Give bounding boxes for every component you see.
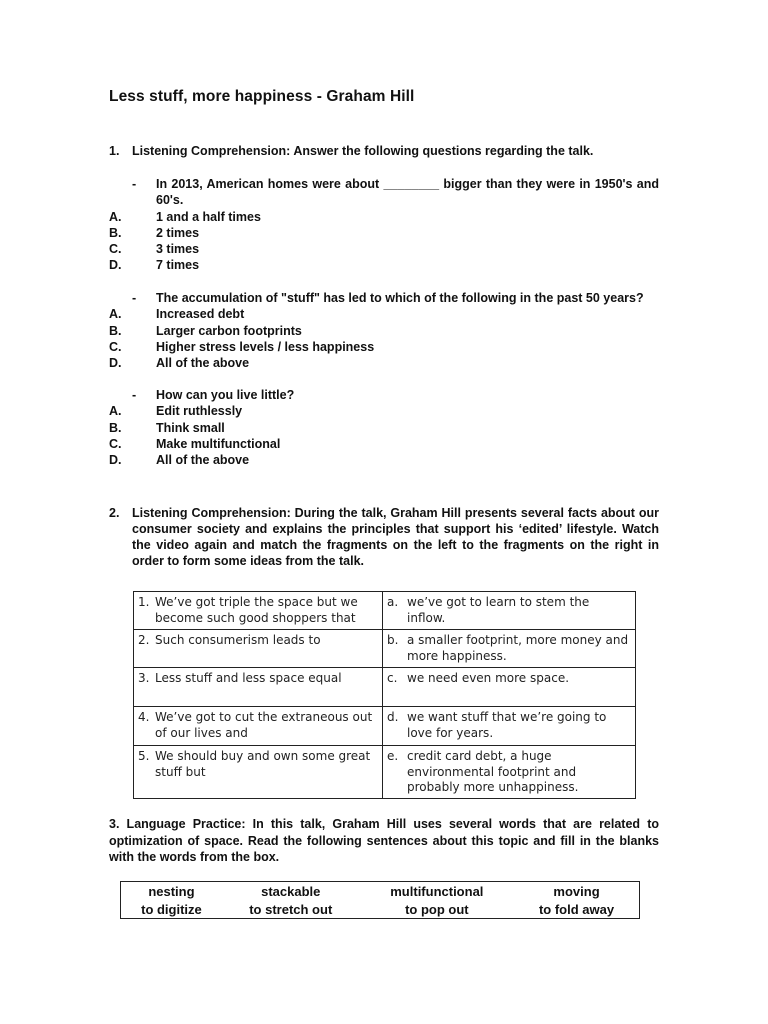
option xyxy=(109,436,659,452)
section-2-heading xyxy=(109,505,659,569)
right-fragment: we’ve got to learn to stem the inflow. xyxy=(407,595,590,625)
left-fragment: We should buy and own some great stuff but xyxy=(155,749,371,779)
option-text: 3 times xyxy=(156,242,200,257)
word-box xyxy=(120,881,640,919)
option-text: 2 times xyxy=(156,225,200,240)
table-row xyxy=(134,746,636,799)
option-letter: D. xyxy=(109,356,122,371)
section-3-text: 3. Language Practice: In this talk, Graham Hill uses several words that are related to optimization of space. Read the following sentences about this topic and fill in the blanks with the words from the box. xyxy=(109,817,659,864)
section-heading: Listening Comprehension: Answer the following questions regarding the talk. xyxy=(132,144,594,158)
option-text: Larger carbon footprints xyxy=(156,323,302,338)
option-letter: B. xyxy=(109,323,122,338)
word: nesting xyxy=(148,884,195,899)
left-fragment: We’ve got triple the space but we become such good shoppers that xyxy=(155,595,358,625)
question-dash: - xyxy=(132,177,137,191)
right-fragment: a smaller footprint, more money and more happiness. xyxy=(407,633,629,663)
option xyxy=(109,241,659,257)
left-number: 5. xyxy=(138,749,150,763)
option xyxy=(109,420,659,436)
section-number: 2. xyxy=(109,506,120,520)
left-number: 4. xyxy=(138,710,150,724)
right-fragment: we want stuff that we’re going to love for years. xyxy=(407,710,607,740)
word-row xyxy=(121,900,640,919)
table-row xyxy=(134,668,636,707)
table-row xyxy=(134,707,636,746)
option xyxy=(109,355,659,371)
word: to stretch out xyxy=(249,902,333,917)
right-letter: d. xyxy=(387,710,399,724)
word: stackable xyxy=(261,884,321,899)
option-text: All of the above xyxy=(156,356,250,371)
option-letter: B. xyxy=(109,420,122,435)
option-letter: D. xyxy=(109,453,122,468)
question-dash: - xyxy=(132,388,137,402)
option xyxy=(109,339,659,355)
question-stem: The accumulation of "stuff" has led to which of the following in the past 50 years? xyxy=(156,291,644,305)
left-fragment: Less stuff and less space equal xyxy=(155,671,342,685)
word: moving xyxy=(553,884,600,899)
section-1-heading xyxy=(109,143,659,159)
option-letter: A. xyxy=(109,307,122,322)
option-letter: C. xyxy=(109,339,122,354)
option-letter: A. xyxy=(109,209,122,224)
option-letter: C. xyxy=(109,436,122,451)
word: to pop out xyxy=(405,902,469,917)
option xyxy=(109,306,659,322)
left-number: 3. xyxy=(138,671,150,685)
option-letter: A. xyxy=(109,404,122,419)
right-letter: b. xyxy=(387,633,399,647)
left-number: 1. xyxy=(138,595,150,609)
right-letter: a. xyxy=(387,595,399,609)
option xyxy=(109,225,659,241)
option-text: All of the above xyxy=(156,453,250,468)
option-text: Think small xyxy=(156,420,225,435)
right-letter: c. xyxy=(387,671,398,685)
question-3 xyxy=(109,387,659,468)
option-text: Higher stress levels / less happiness xyxy=(156,339,375,354)
option-letter: D. xyxy=(109,258,122,273)
right-letter: e. xyxy=(387,749,399,763)
option xyxy=(109,209,659,225)
section-heading: Listening Comprehension: During the talk, Graham Hill presents several facts about our consumer society and explains the principles that support his ‘edited’ lifestyle. Watch the video again and match the fragments on the left to the fragments on the right in order to form some ideas from the talk. xyxy=(132,506,659,568)
section-number: 1. xyxy=(109,144,120,158)
left-fragment: Such consumerism leads to xyxy=(155,633,321,647)
question-stem: How can you live little? xyxy=(156,388,295,402)
option-text: Edit ruthlessly xyxy=(156,404,243,419)
left-fragment: We’ve got to cut the extraneous out of our lives and xyxy=(155,710,373,740)
option-text: Make multifunctional xyxy=(156,436,281,451)
question-1 xyxy=(109,176,659,274)
option xyxy=(109,257,659,273)
page-title: Less stuff, more happiness - Graham Hill xyxy=(109,88,415,105)
option-letter: C. xyxy=(109,242,122,257)
option-text: Increased debt xyxy=(156,307,245,322)
right-fragment: credit card debt, a huge environmental footprint and probably more unhappiness. xyxy=(407,749,579,794)
question-2 xyxy=(109,290,659,371)
left-number: 2. xyxy=(138,633,150,647)
word: to digitize xyxy=(141,902,202,917)
option-letter: B. xyxy=(109,225,122,240)
right-fragment: we need even more space. xyxy=(407,671,570,685)
option xyxy=(109,403,659,419)
word: to fold away xyxy=(538,902,615,917)
word-row xyxy=(121,882,640,901)
table-row xyxy=(134,630,636,668)
matching-table xyxy=(133,591,636,799)
question-dash: - xyxy=(132,291,137,305)
option-text: 7 times xyxy=(156,258,200,273)
table-row xyxy=(134,592,636,630)
option xyxy=(109,323,659,339)
option xyxy=(109,452,659,468)
word: multifunctional xyxy=(390,884,484,899)
question-stem: In 2013, American homes were about ________ bigger than they were in 1950's and 60's. xyxy=(156,177,659,208)
option-text: 1 and a half times xyxy=(156,209,261,224)
